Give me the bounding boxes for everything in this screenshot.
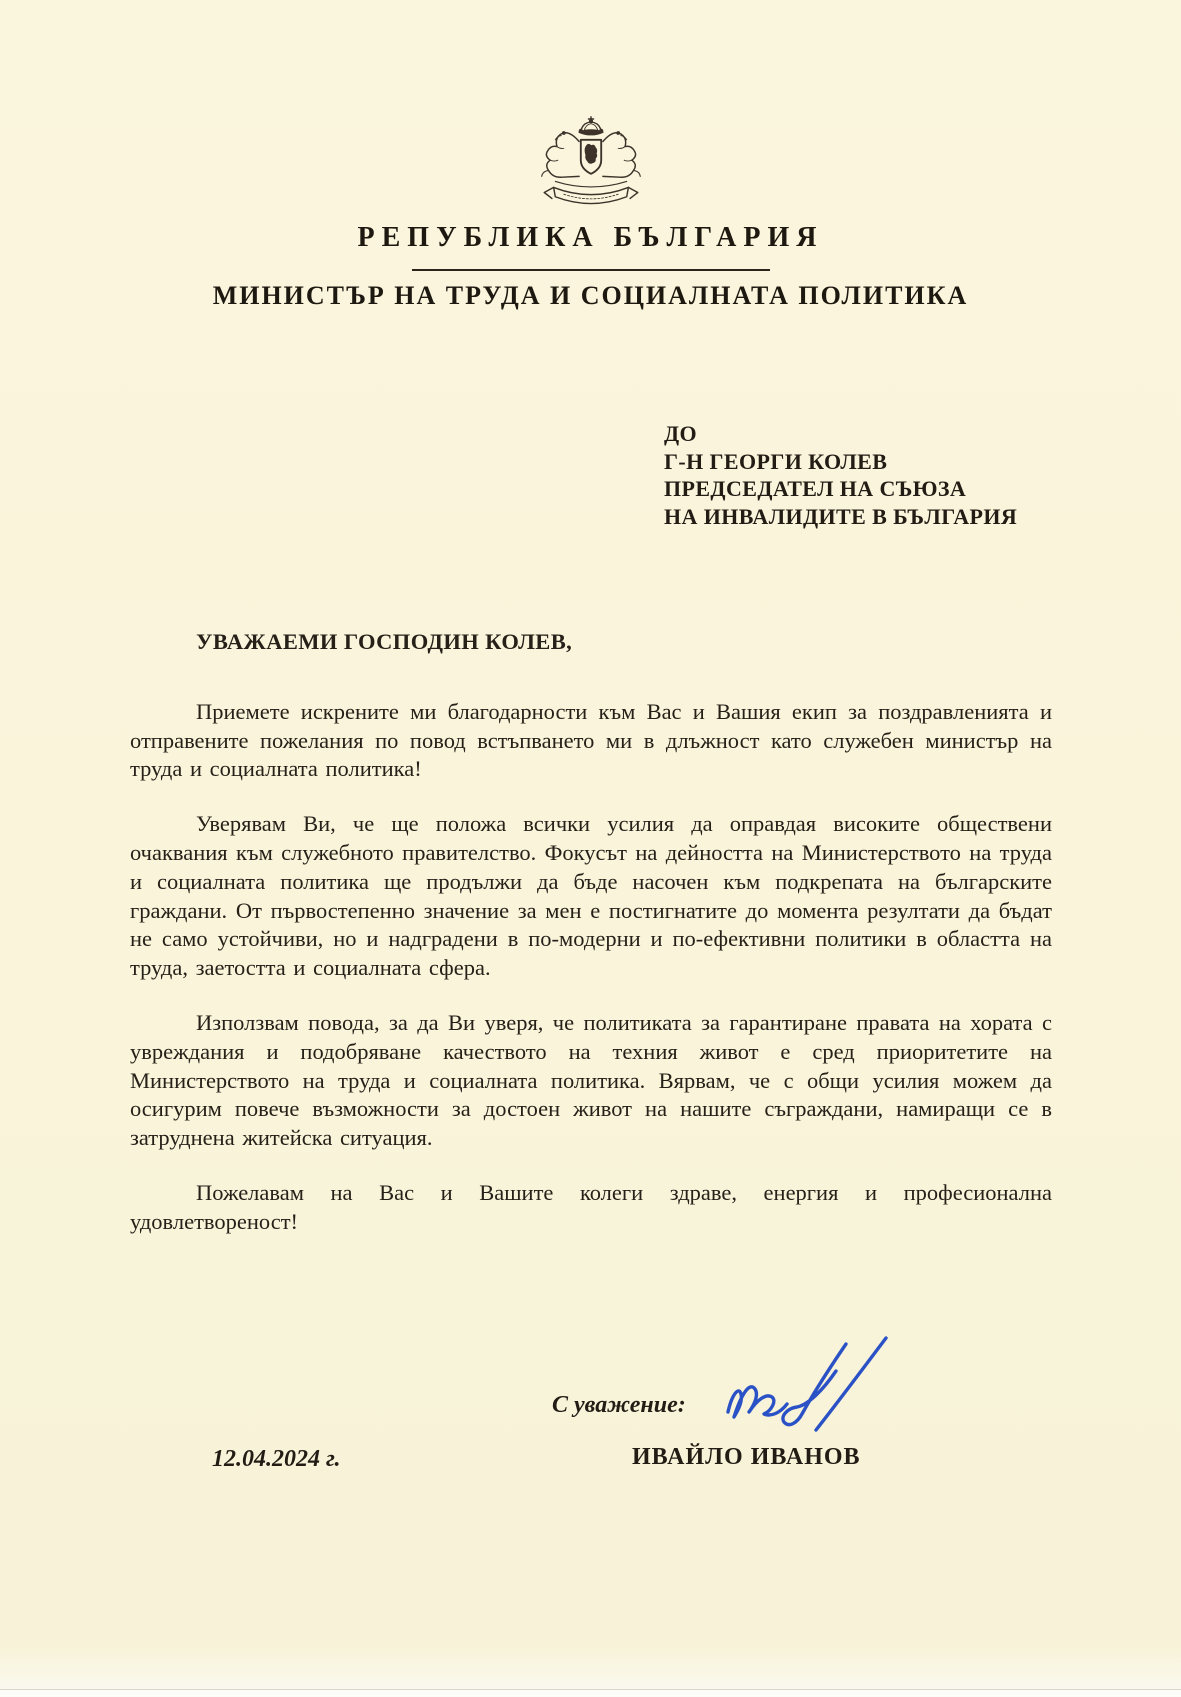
ministry-heading: МИНИСТЪР НА ТРУДА И СОЦИАЛНАТА ПОЛИТИКА: [212, 281, 969, 310]
body-paragraph-3: Използвам повода, за да Ви уверя, че политиката за гарантиране правата на хората с увреждания и подобряване качеството на техния живот е сред приоритетите на Министерството на труда и социалната политика. Вярвам, че с общи усилия можем да осигурим повече възможности за достоен живот на нашите съграждани, намиращи се в затруднена житейска ситуация.: [130, 1009, 1052, 1151]
body-paragraph-1: Приемете искрените ми благодарности към Вас и Вашия екип за поздравленията и отправените пожелания по повод встъпването ми в длъжност като служебен министър на труда и социалната политика!: [130, 698, 1052, 782]
salutation: УВАЖАЕМИ ГОСПОДИН КОЛЕВ,: [196, 629, 573, 654]
closing-label: С уважение:: [552, 1392, 686, 1418]
recipient-block: [664, 420, 1017, 530]
republic-heading: РЕПУБЛИКА БЪЛГАРИЯ: [357, 222, 824, 253]
recipient-line-title-1: ПРЕДСЕДАТЕЛ НА СЪЮЗА: [664, 476, 967, 501]
header-rule: [412, 269, 770, 271]
handwritten-signature-icon: [698, 1330, 938, 1450]
body-paragraph-4: Пожелавам на Вас и Вашите колеги здраве, енергия и професионална удовлетвореност!: [130, 1179, 1052, 1234]
body-paragraph-2: Уверявам Ви, че ще положа всички усилия да оправдая високите обществени очаквания към служебното правителство. Фокусът на дейността на Министерството на труда и социалната политика ще продължи да бъде насочен към подкрепата на българските граждани. От първостепенно значение за мен е постигнатите до момента резултати да бъдат не само устойчиви, но и надградени в по-модерни и по-ефективни политики в областта на труда, заетостта и социалната сфера.: [130, 811, 1052, 981]
letter-body: [130, 628, 1052, 1263]
scan-bottom-edge: [0, 1689, 1181, 1697]
recipient-line-title-2: НА ИНВАЛИДИТЕ В БЪЛГАРИЯ: [664, 503, 1018, 529]
letter-date: 12.04.2024 г.: [212, 1446, 341, 1472]
bulgarian-coat-of-arms-icon: [528, 116, 654, 218]
recipient-line-name: Г-Н ГЕОРГИ КОЛЕВ: [664, 448, 888, 474]
recipient-line-to: ДО: [664, 421, 698, 446]
signer-name: ИВАЙЛО ИВАНОВ: [632, 1444, 861, 1470]
